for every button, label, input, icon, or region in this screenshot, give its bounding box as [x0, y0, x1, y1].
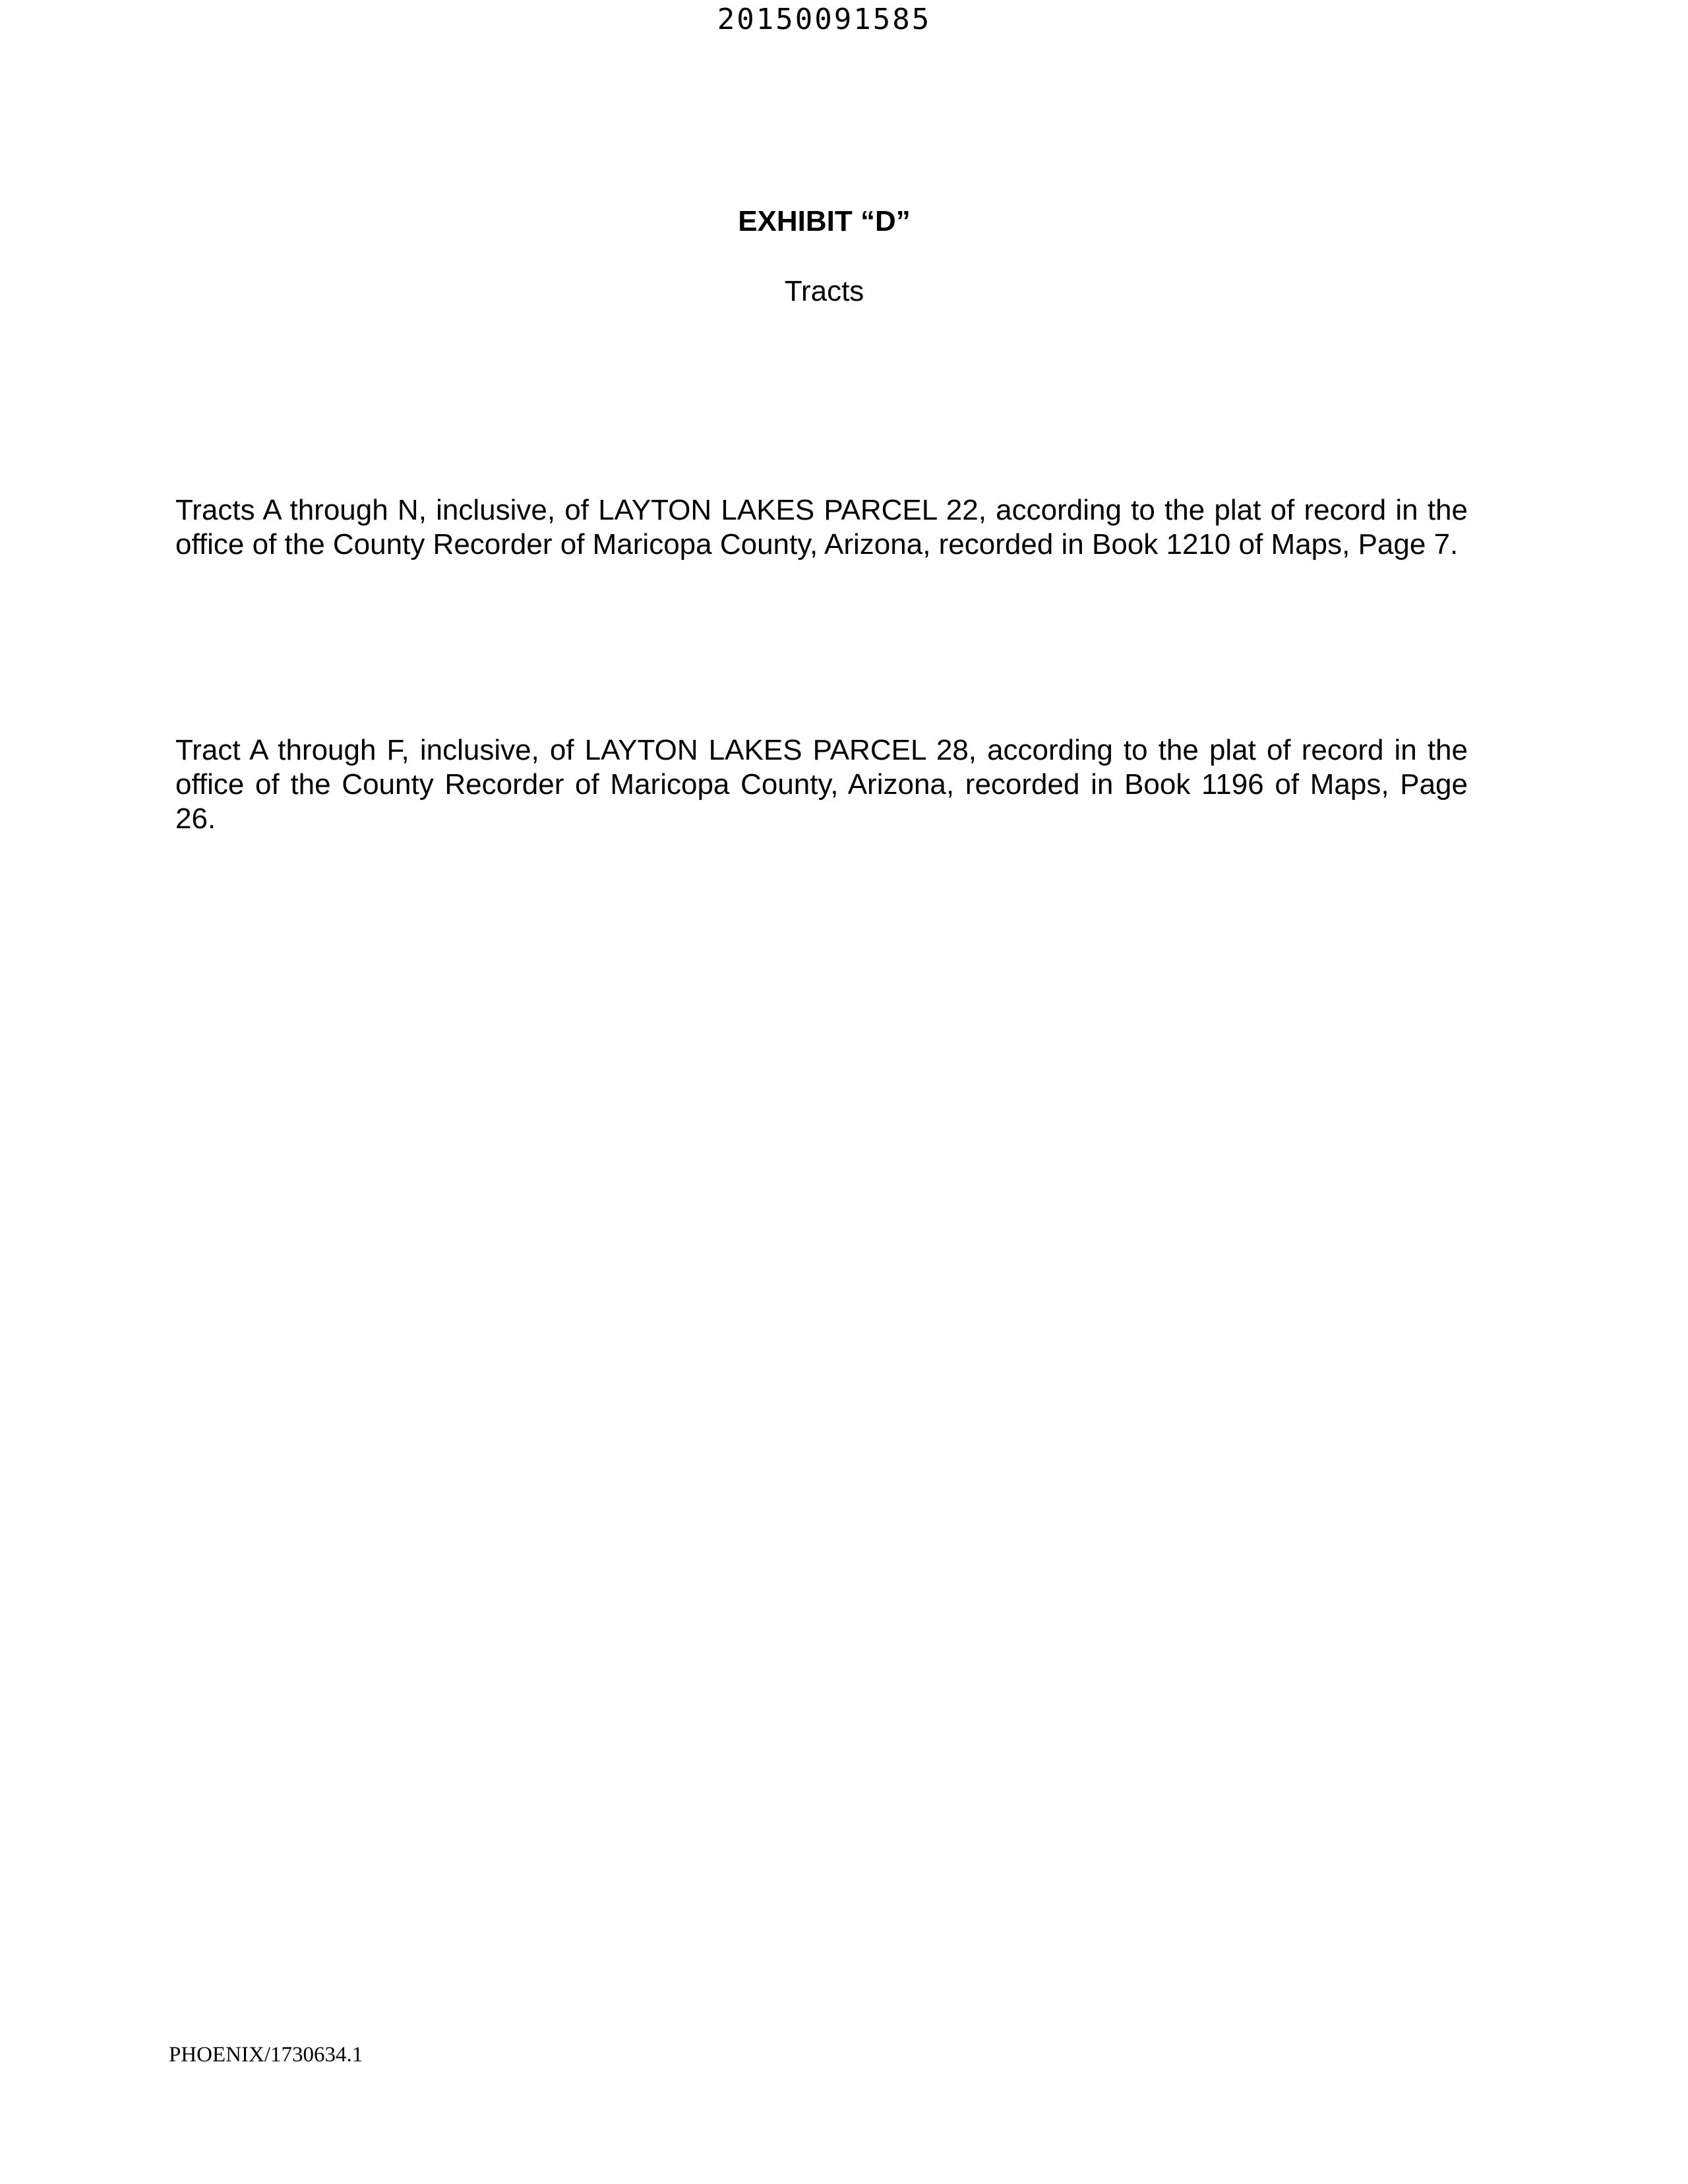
document-id-footer: PHOENIX/1730634.1: [169, 2043, 363, 2067]
tract-description-parcel-22: Tracts A through N, inclusive, of LAYTON LAKES PARCEL 22, according to the plat of record in the office of the County Recorder of Maricopa County, Arizona, recorded in Book 1210 of Maps, Page 7.: [175, 494, 1468, 561]
exhibit-subtitle: Tracts: [784, 275, 864, 307]
recording-number: 20150091585: [717, 3, 932, 36]
tract-description-parcel-28: Tract A through F, inclusive, of LAYTON LAKES PARCEL 28, according to the plat of record in the office of the County Recorder of Maricopa County, Arizona, recorded in Book 1196 of Maps, Page 26.: [175, 734, 1468, 835]
exhibit-title: EXHIBIT “D”: [738, 205, 911, 237]
